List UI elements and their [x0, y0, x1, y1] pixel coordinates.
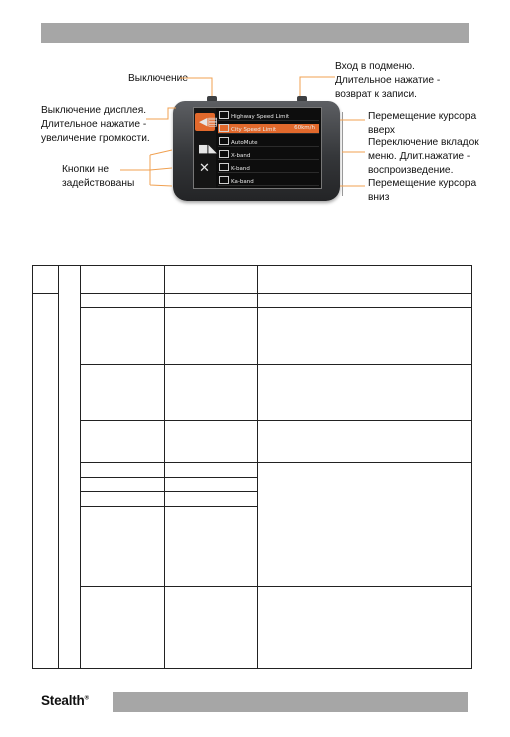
radar-icon: ◀▤: [199, 115, 218, 128]
table-row-line: [80, 307, 471, 308]
callout-line: Кнопки не: [62, 164, 110, 175]
screen-row-label: Highway Speed Limit: [231, 114, 290, 120]
tab-camera: [195, 140, 215, 158]
row-checkbox-icon: [219, 163, 229, 171]
screen-menu-row: [218, 111, 319, 121]
callout-line: Длительное нажатие -: [41, 119, 147, 130]
callout-submenu: [335, 60, 440, 102]
callout-cursor-up: [368, 110, 476, 138]
callout-line: Переключение вкладок: [368, 137, 479, 148]
table-col-divider: [80, 266, 81, 668]
callout-line: увеличение громкости.: [41, 133, 150, 144]
footer-bar: [113, 692, 468, 712]
callout-line: меню. Длит.нажатие -: [368, 151, 471, 162]
lead-submenu: [300, 77, 335, 96]
callout-power-off: Выключение: [128, 73, 189, 84]
callout-line: Перемещение курсора: [368, 111, 477, 122]
screen-menu-row: [218, 163, 319, 173]
function-table: [58, 265, 472, 669]
callout-line: Выключение дисплея.: [41, 105, 147, 116]
screen-row-value: 60km/h: [294, 125, 315, 131]
table-row-line: [80, 477, 257, 478]
row-checkbox-icon: [219, 150, 229, 158]
brand-mark: ®: [84, 695, 89, 702]
callout-display-off: [41, 104, 150, 146]
screen-row-label: X-band: [231, 153, 251, 159]
callout-line: воспроизведение.: [368, 165, 454, 176]
callout-line: Перемещение курсора: [368, 178, 477, 189]
tab-radar: [195, 113, 218, 131]
callout-switch-tabs: [368, 136, 479, 178]
callout-unused-buttons: [62, 163, 134, 191]
screen-row-label: AutoMute: [231, 140, 258, 146]
table-row-line: [80, 420, 471, 421]
row-checkbox-icon: [219, 137, 229, 145]
callout-line: возврат к записи.: [335, 89, 417, 100]
callout-cursor-down: [368, 177, 476, 205]
callout-line: задействованы: [62, 178, 135, 189]
table-col-divider: [164, 266, 165, 668]
tab-settings: [195, 160, 215, 178]
screen-menu-row: [218, 150, 319, 160]
callout-line: вверх: [368, 125, 396, 136]
brand-logo: [41, 693, 89, 708]
table-header-divider: [33, 293, 58, 294]
table-col-divider: [257, 266, 258, 668]
table-row-line: [80, 491, 257, 492]
table-number-column: [32, 265, 58, 669]
row-checkbox-icon: [219, 124, 229, 132]
side-buttons-rail: [337, 112, 343, 196]
screen-menu-row: [218, 137, 319, 147]
screen-row-label: Ka-band: [231, 179, 254, 185]
device-screen: [193, 107, 322, 189]
row-checkbox-icon: [219, 111, 229, 119]
table-row-line: [80, 506, 257, 507]
header-bar: [41, 23, 469, 43]
callout-line: Вход в подменю.: [335, 61, 415, 72]
brand-name: Stealth: [41, 693, 85, 708]
row-checkbox-icon: [219, 176, 229, 184]
table-row-line: [80, 586, 471, 587]
table-row-line: [80, 293, 471, 294]
camera-icon: ■◣: [198, 142, 217, 155]
screen-row-label: City Speed Limit: [231, 127, 277, 133]
callout-line: вниз: [368, 192, 390, 203]
callout-line: Длительное нажатие -: [335, 75, 441, 86]
table-row-line: [80, 364, 471, 365]
tools-icon: ✕: [199, 161, 210, 176]
screen-menu-row: [218, 176, 319, 186]
table-row-line: [80, 462, 471, 463]
screen-row-label: K-band: [231, 166, 250, 172]
lead-display: [146, 108, 176, 119]
screen-menu-row: [218, 124, 319, 134]
